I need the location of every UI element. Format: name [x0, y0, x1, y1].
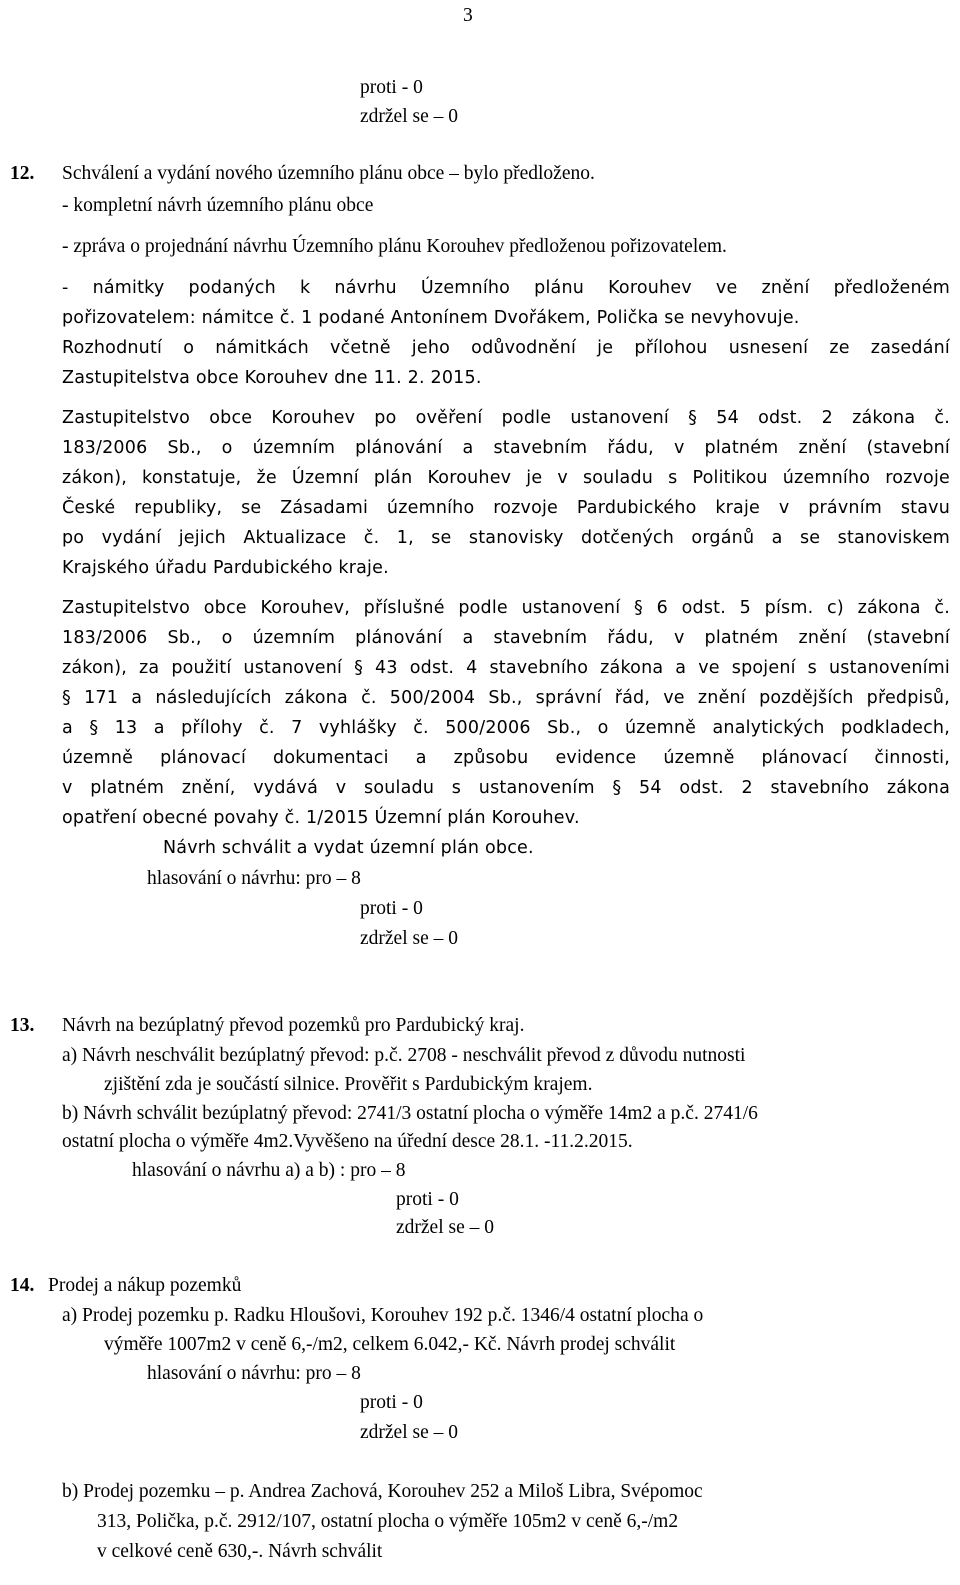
para2-line-8: opatření obecné povahy č. 1/2015 Územní plán Korouhev. [62, 808, 580, 828]
item-12-bullet-1: - kompletní návrh územního plánu obce [62, 195, 374, 216]
item-12-title: Schválení a vydání nového územního plánu obce – bylo předloženo. [62, 163, 595, 184]
para2-line-7: v platném znění, vydává v souladu s ustanovením § 54 odst. 2 stavebního zákona [62, 778, 950, 798]
objection-line-1: - námitky podaných k návrhu Územního plánu Korouhev ve znění předloženém [62, 278, 950, 298]
vote-abstain: zdržel se – 0 [360, 106, 458, 127]
para1-line-4: České republiky, se Zásadami územního rozvoje Pardubického kraje v právním stavu [62, 498, 950, 518]
objection-line-4: Zastupitelstva obce Korouhev dne 11. 2. 2015. [62, 368, 482, 388]
item-12-proposal: Návrh schválit a vydat územní plán obce. [163, 838, 534, 858]
vote-against: proti - 0 [360, 77, 423, 98]
item-14-vote-abstain: zdržel se – 0 [360, 1422, 458, 1443]
para1-line-6: Krajského úřadu Pardubického kraje. [62, 558, 389, 578]
item-13-vote-against: proti - 0 [396, 1189, 459, 1210]
item-14-number: 14. [10, 1275, 35, 1296]
item-13-number: 13. [10, 1015, 35, 1036]
item-12-vote-against: proti - 0 [360, 898, 423, 919]
para1-line-2: 183/2006 Sb., o územním plánování a stavebním řádu, v platném znění (stavební [62, 438, 950, 458]
item-12-vote: hlasování o návrhu: pro – 8 [147, 868, 361, 889]
para1-line-5: po vydání jejich Aktualizace č. 1, se stanovisky dotčených orgánů a se stanoviskem [62, 528, 950, 548]
para1-line-3: zákon), konstatuje, že Územní plán Korouhev je v souladu s Politikou územního rozvoje [62, 468, 950, 488]
item-14-vote-against: proti - 0 [360, 1392, 423, 1413]
item-13-a-line-2: zjištění zda je součástí silnice. Prověřit s Pardubickým krajem. [104, 1074, 593, 1095]
para2-line-3: zákon), za použití ustanovení § 43 odst. 4 stavebního zákona a ve spojení s ustanoveními [62, 658, 950, 678]
item-14-title: Prodej a nákup pozemků [48, 1275, 242, 1296]
item-13-vote: hlasování o návrhu a) a b) : pro – 8 [132, 1160, 406, 1181]
para2-line-4: § 171 a následujících zákona č. 500/2004 Sb., správní řád, ve znění pozdějších předpisů, [62, 688, 950, 708]
para2-line-5: a § 13 a přílohy č. 7 vyhlášky č. 500/2006 Sb., o územně analytických podkladech, [62, 718, 950, 738]
item-14-b-line-3: v celkové ceně 630,-. Návrh schválit [97, 1541, 383, 1562]
item-14-a-line-1: a) Prodej pozemku p. Radku Hloušovi, Korouhev 192 p.č. 1346/4 ostatní plocha o [62, 1305, 704, 1326]
para2-line-6: územně plánovací dokumentaci a způsobu evidence územně plánovací činnosti, [62, 748, 950, 768]
item-14-a-line-2: výměře 1007m2 v ceně 6,-/m2, celkem 6.042,- Kč. Návrh prodej schválit [104, 1334, 676, 1355]
item-13-vote-abstain: zdržel se – 0 [396, 1217, 494, 1238]
item-14-b-line-1: b) Prodej pozemku – p. Andrea Zachová, Korouhev 252 a Miloš Libra, Svépomoc [62, 1481, 703, 1502]
para2-line-2: 183/2006 Sb., o územním plánování a stavebním řádu, v platném znění (stavební [62, 628, 950, 648]
item-12-bullet-2: - zpráva o projednání návrhu Územního plánu Korouhev předloženou pořizovatelem. [62, 236, 727, 257]
item-14-b-line-2: 313, Polička, p.č. 2912/107, ostatní plocha o výměře 105m2 v ceně 6,-/m2 [97, 1511, 679, 1532]
item-13-b-line-1: b) Návrh schválit bezúplatný převod: 2741/3 ostatní plocha o výměře 14m2 a p.č. 2741/6 [62, 1103, 758, 1124]
item-12-vote-abstain: zdržel se – 0 [360, 928, 458, 949]
para2-line-1: Zastupitelstvo obce Korouhev, příslušné podle ustanovení § 6 odst. 5 písm. c) zákona č. [62, 598, 950, 618]
objection-line-3: Rozhodnutí o námitkách včetně jeho odůvodnění je přílohou usnesení ze zasedání [62, 338, 950, 358]
para1-line-1: Zastupitelstvo obce Korouhev po ověření podle ustanovení § 54 odst. 2 zákona č. [62, 408, 950, 428]
page-number: 3 [463, 5, 473, 26]
item-14-vote: hlasování o návrhu: pro – 8 [147, 1363, 361, 1384]
item-13-a-line-1: a) Návrh neschválit bezúplatný převod: p.č. 2708 - neschválit převod z důvodu nutnosti [62, 1045, 746, 1066]
item-13-b-line-2: ostatní plocha o výměře 4m2.Vyvěšeno na úřední desce 28.1. -11.2.2015. [62, 1131, 633, 1152]
item-12-number: 12. [10, 163, 35, 184]
item-13-title: Návrh na bezúplatný převod pozemků pro Pardubický kraj. [62, 1015, 525, 1036]
objection-line-2: pořizovatelem: námitce č. 1 podané Antonínem Dvořákem, Polička se nevyhovuje. [62, 308, 800, 328]
